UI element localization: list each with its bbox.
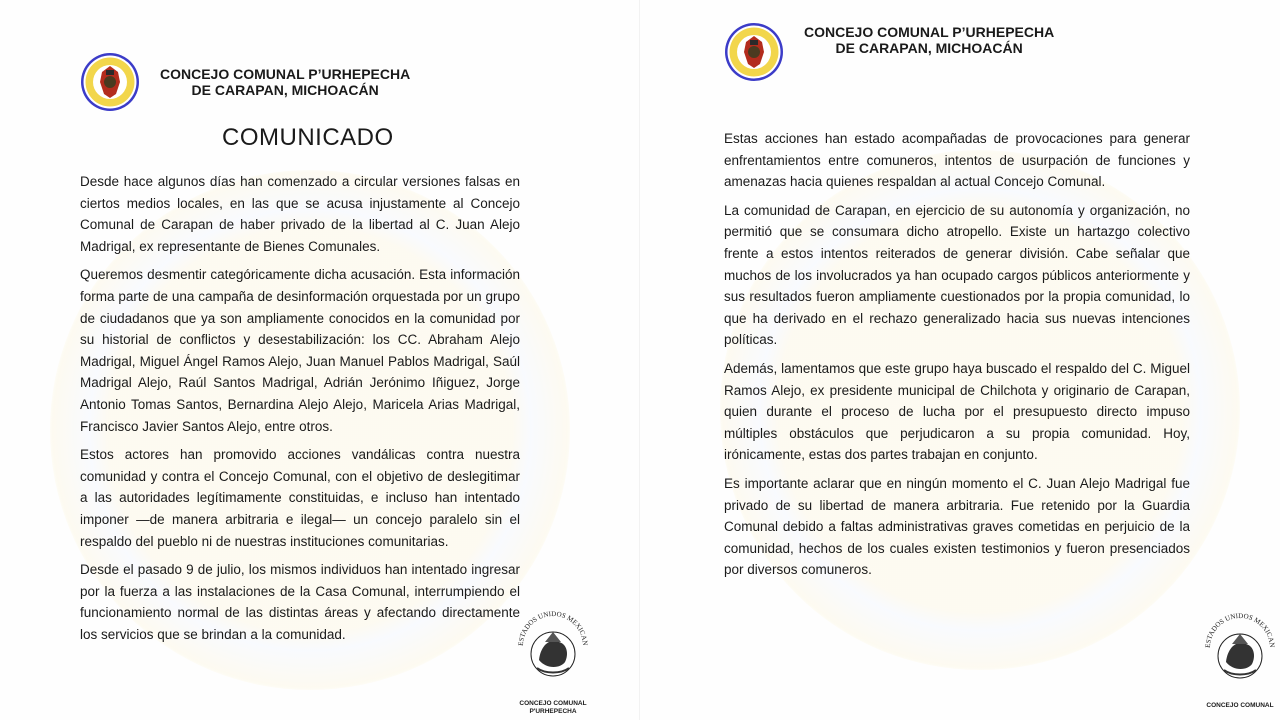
seal-caption [511, 700, 595, 716]
document-title: COMUNICADO [222, 124, 394, 151]
national-seal-icon [515, 604, 591, 700]
paragraph: Es importante aclarar que en ningún momento el C. Juan Alejo Madrigal fue privado de su libertad de manera arbitraria. Fue retenido por la Guardia Comunal debido a faltas administrativas graves cometidas en perjuicio de la comunidad, hechos de los cuales existen testimonios y fueron presenciados por diversos comuneros. [724, 475, 1190, 578]
official-seal [515, 604, 591, 720]
document-body [80, 171, 520, 652]
letterhead [724, 22, 1054, 82]
organization-name [804, 24, 1054, 56]
organization-name [160, 66, 410, 98]
document-body [724, 128, 1190, 588]
official-seal [1202, 606, 1278, 720]
org-line-2: DE CARAPAN, MICHOACÁN [191, 82, 379, 98]
seal-caption [1198, 702, 1280, 710]
document-page-right [640, 0, 1280, 720]
seal-line-2: P'URHEPECHA [529, 708, 577, 715]
paragraph: Desde hace algunos días han comenzado a circular versiones falsas en ciertos medios locales, en las que se acusa injustamente al Concejo Comunal de Carapan de haber privado de la libertad al C. Juan Alejo Madrigal, ex representante de Bienes Comunales. [80, 174, 520, 254]
community-logo-icon [724, 22, 784, 82]
org-line-1: CONCEJO COMUNAL P’URHEPECHA [804, 24, 1055, 40]
seal-arc-text: ESTADOS UNIDOS MEXICAN [1203, 611, 1277, 649]
paragraph: Estos actores han promovido acciones vandálicas contra nuestra comunidad y contra el Concejo Comunal, con el objetivo de deslegitimar a las autoridades legítimamente constituidas, e incluso han intentado imponer —de manera arbitraria e ilegal— un concejo paralelo sin el respaldo del pueblo ni de nuestras instituciones comunitarias. [80, 447, 520, 549]
seal-line-1: CONCEJO COMUNAL [519, 700, 587, 707]
org-line-2: DE CARAPAN, MICHOACÁN [835, 40, 1023, 56]
letterhead [80, 52, 410, 112]
community-logo-icon [80, 52, 140, 112]
paragraph: La comunidad de Carapan, en ejercicio de su autonomía y organización, no permitió que se consumara dicho atropello. Existe un hartazgo colectivo frente a estos intentos reiterados de generar división. Cabe señalar que muchos de los involucrados ya han ocupado cargos públicos anteriormente y sus resultados fueron ampliamente cuestionados por la propia comunidad, lo que ha derivado en el rechazo generalizado hacia sus nuevas intenciones políticas. [724, 202, 1190, 348]
seal-line-1: CONCEJO COMUNAL [1206, 702, 1274, 709]
org-line-1: CONCEJO COMUNAL P’URHEPECHA [160, 66, 411, 82]
paragraph: Desde el pasado 9 de julio, los mismos individuos han intentado ingresar por la fuerza a las instalaciones de la Casa Comunal, interrumpiendo el funcionamiento normal de las distintas áreas y afectando directamente los servicios que se brindan a la comunidad. [80, 562, 520, 642]
national-seal-icon [1202, 606, 1278, 702]
paragraph: Estas acciones han estado acompañadas de provocaciones para generar enfrentamientos entre comuneros, intentos de usurpación de funciones y amenazas hacia quienes respaldan al actual Concejo Comunal. [724, 131, 1190, 190]
paragraph: Además, lamentamos que este grupo haya buscado el respaldo del C. Miguel Ramos Alejo, ex presidente municipal de Chilchota y originario de Carapan, quien durante el proceso de lucha por el presupuesto directo impuso múltiples obstáculos que perjudicaron a su propia comunidad. Hoy, irónicamente, estas dos partes trabajan en conjunto. [724, 360, 1190, 463]
paragraph: Queremos desmentir categóricamente dicha acusación. Esta información forma parte de una campaña de desinformación orquestada por un grupo de ciudadanos que ya son ampliamente conocidos en la comunidad por su historial de conflictos y desestabilización: los CC. Abraham Alejo Madrigal, Miguel Ángel Ramos Alejo, Juan Manuel Pablos Madrigal, Saúl Madrigal Alejo, Raúl Santos Madrigal, Adrián Jerónimo Iñiguez, Jorge Antonio Tomas Santos, Bernardina Alejo Alejo, Maricela Arias Madrigal, Francisco Javier Santos Alejo, entre otros. [80, 267, 520, 434]
seal-arc-text: ESTADOS UNIDOS MEXICAN [516, 609, 590, 647]
